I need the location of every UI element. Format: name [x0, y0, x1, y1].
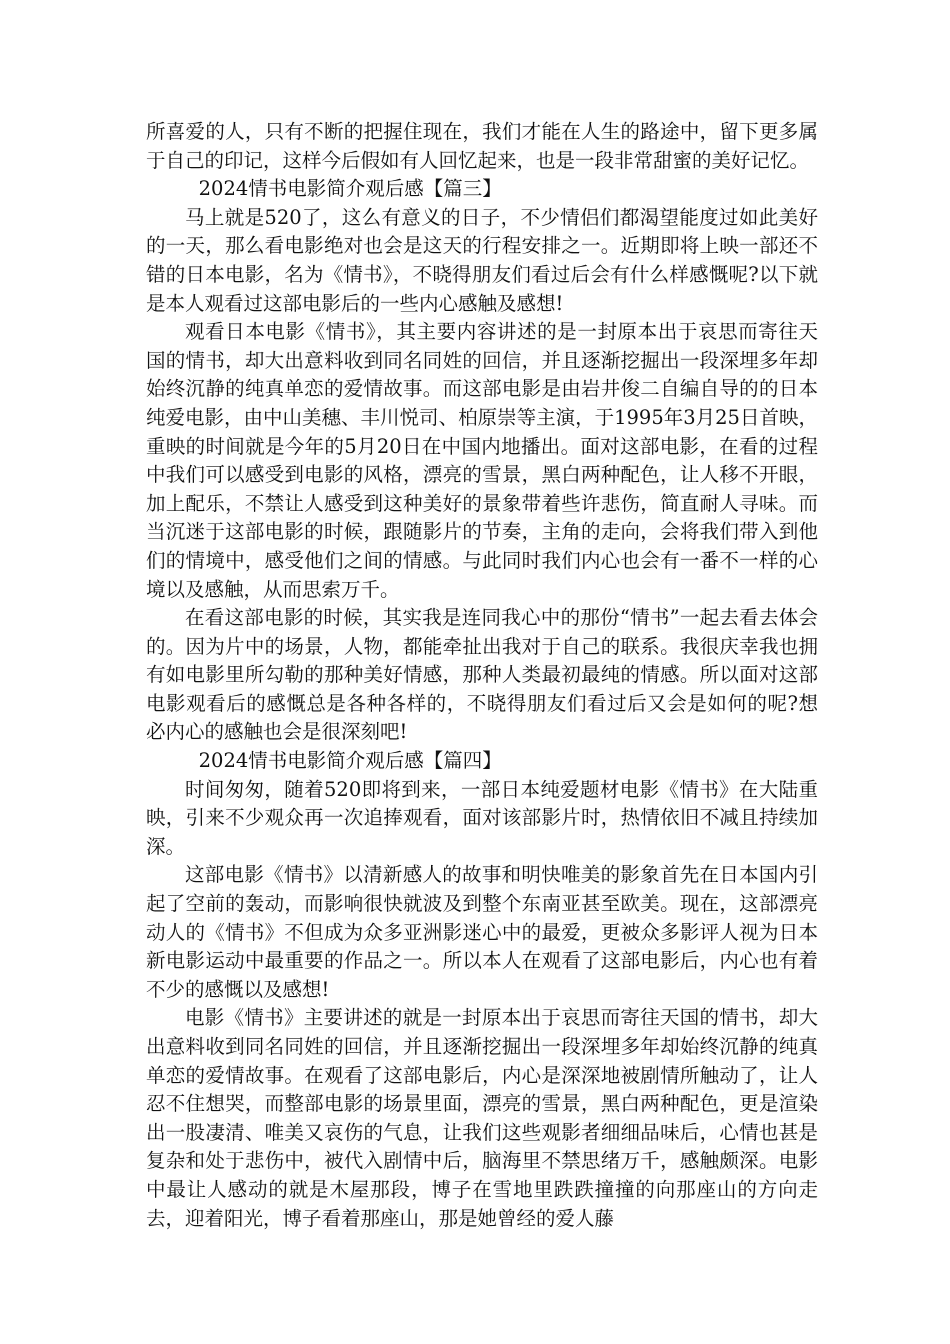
paragraph: 这部电影《情书》以清新感人的故事和明快唯美的影象首先在日本国内引起了空前的轰动，而影响很快就波及到整个东南亚甚至欧美。现在，这部漂亮动人的《情书》不但成为众多亚洲影迷心中的最爱，更被众多影评人视为日本新电影运动中最重要的作品之一。所以本人在观看了这部电影后，内心也有着不少的感慨以及感想! [146, 863, 818, 1001]
paragraph: 时间匆匆，随着520即将到来，一部日本纯爱题材电影《情书》在大陆重映，引来不少观众再一次追捧观看，面对该部影片时，热情依旧不减且持续加深。 [146, 777, 818, 858]
paragraph-continued: 所喜爱的人，只有不断的把握住现在，我们才能在人生的路途中，留下更多属于自己的印记，这样今后假如有人回忆起来，也是一段非常甜蜜的美好记忆。 [146, 120, 818, 172]
document-page [146, 118, 818, 1233]
paragraph: 观看日本电影《情书》，其主要内容讲述的是一封原本出于哀思而寄往天国的情书，却大出意料收到同名同姓的回信，并且逐渐挖掘出一段深埋多年却始终沉静的纯真单恋的爱情故事。而这部电影是由岩井俊二自编自导的的日本纯爱电影，由中山美穗、丰川悦司、柏原崇等主演，于1995年3月25日首映，重映的时间就是今年的5月20日在中国内地播出。面对这部电影，在看的过程中我们可以感受到电影的风格，漂亮的雪景，黑白两种配色，让人移不开眼，加上配乐，不禁让人感受到这种美好的景象带着些许悲伤，简直耐人寻味。而当沉迷于这部电影的时候，跟随影片的节奏，主角的走向，会将我们带入到他们的情境中，感受他们之间的情感。与此同时我们内心也会有一番不一样的心境以及感触，从而思索万千。 [146, 320, 818, 601]
paragraph: 马上就是520了，这么有意义的日子，不少情侣们都渴望能度过如此美好的一天，那么看电影绝对也会是这天的行程安排之一。近期即将上映一部还不错的日本电影，名为《情书》，不晓得朋友们看过后会有什么样感慨呢?以下就是本人观看过这部电影后的一些内心感触及感想! [146, 205, 818, 315]
paragraph: 电影《情书》主要讲述的就是一封原本出于哀思而寄往天国的情书，却大出意料收到同名同姓的回信，并且逐渐挖掘出一段深埋多年却始终沉静的纯真单恋的爱情故事。在观看了这部电影后，内心是深深地被剧情所触动了，让人忍不住想哭，而整部电影的场景里面，漂亮的雪景，黑白两种配色，更是渲染出一股凄清、唯美又哀伤的气息，让我们这些观影者细细品味后，心情也甚是复杂和处于悲伤中，被代入剧情中后，脑海里不禁思绪万千，感触颇深。电影中最让人感动的就是木屋那段，博子在雪地里跌跌撞撞的向那座山的方向走去，迎着阳光，博子看着那座山，那是她曾经的爱人藤 [146, 1006, 818, 1230]
paragraph: 在看这部电影的时候，其实我是连同我心中的那份“情书”一起去看去体会的。因为片中的场景，人物，都能牵扯出我对于自己的联系。我很庆幸我也拥有如电影里所勾勒的那种美好情感，那种人类最初最纯的情感。所以面对这部电影观看后的感慨总是各种各样的，不晓得朋友们看过后又会是如何的呢?想必内心的感触也会是很深刻吧! [146, 606, 818, 744]
section-heading-3: 2024情书电影简介观后感【篇三】 [198, 177, 502, 201]
section-heading-4: 2024情书电影简介观后感【篇四】 [198, 749, 502, 773]
